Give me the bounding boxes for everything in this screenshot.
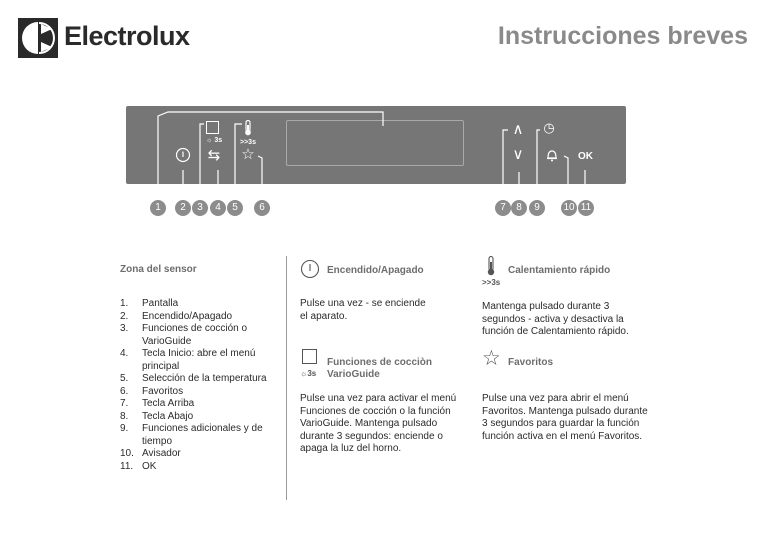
callout-5: 5	[227, 200, 243, 216]
item-text: Tecla Arriba	[142, 398, 195, 409]
callout-9: 9	[529, 200, 545, 216]
favorites-text: Pulse una vez para abrir el menú Favoritos. Mantenga pulsado durante 3 segundos para guardar la función función activa en el menú Favoritos.	[482, 393, 648, 442]
fastheat-badge: >>3s	[482, 278, 501, 287]
item-number: 4.	[120, 348, 129, 359]
square-icon[interactable]	[206, 121, 219, 134]
item-number: 1.	[120, 298, 129, 309]
bell-icon[interactable]	[545, 148, 559, 164]
item-text: Funciones de cocción o VarioGuide	[142, 323, 248, 347]
list-item	[120, 386, 280, 399]
cooking-badge-text: 3s	[307, 369, 317, 378]
item-number: 3.	[120, 323, 129, 334]
k3s-label	[206, 137, 222, 144]
power-section-icon	[300, 259, 320, 284]
item-number: 8.	[120, 410, 129, 422]
ok-button[interactable]: OK	[578, 151, 593, 162]
clock-extra-icon[interactable]: ◷	[543, 120, 555, 135]
star-icon[interactable]: ☆	[241, 146, 255, 163]
panel-display	[286, 120, 464, 166]
list-item	[120, 373, 280, 386]
power-heading: Encendido/Apagado	[327, 265, 424, 276]
item-text: Pantalla	[142, 298, 179, 309]
cooking-heading: Funciones de cocciòn VarioGuide	[327, 357, 433, 380]
list-item	[120, 461, 280, 474]
light-icon: ☼	[300, 369, 308, 378]
cooking-text: Pulse una vez para activar el menú Funciones de cocción o la función VarioGuide. Mantenga pulsado durante 3 segundos: enciende o apaga la luz del horno.	[300, 393, 457, 454]
item-text: Favoritos	[142, 385, 184, 397]
list-item	[120, 311, 280, 324]
chevron-down-icon[interactable]: ∨	[512, 146, 524, 163]
callout-8: 8	[511, 200, 527, 216]
callout-4: 4	[210, 200, 226, 216]
item-text: Tecla Inicio: abre el menú principal	[142, 348, 256, 372]
item-number: 5.	[120, 373, 129, 384]
list-item	[120, 323, 280, 348]
item-number: 7.	[120, 398, 129, 409]
item-text: Avisador	[142, 448, 181, 459]
star-section-icon: ☆	[482, 347, 501, 370]
electrolux-logo	[18, 18, 58, 58]
list-item	[120, 298, 280, 311]
callout-7: 7	[495, 200, 511, 216]
power-icon[interactable]	[174, 147, 192, 166]
callout-11: 11	[578, 200, 594, 216]
item-number: 11.	[120, 460, 134, 472]
item-number: 10.	[120, 448, 134, 459]
sensor-heading: Zona del sensor	[120, 264, 197, 275]
k3s-text: 3s	[214, 137, 223, 144]
back-arrow-icon[interactable]: ⇆	[207, 147, 221, 164]
item-number: 9.	[120, 423, 129, 434]
list-item	[120, 411, 280, 424]
column-divider	[286, 256, 287, 500]
item-text: OK	[142, 460, 157, 472]
light-icon: ☼	[206, 137, 213, 144]
fastheat-heading: Calentamiento rápido	[508, 265, 611, 276]
power-text: Pulse una vez - se enciende el aparato.	[300, 298, 426, 322]
callout-2: 2	[175, 200, 191, 216]
item-number: 6.	[120, 385, 129, 397]
list-item	[120, 448, 280, 461]
favorites-heading: Favoritos	[508, 357, 554, 368]
cooking-badge	[300, 369, 316, 378]
brand-name: Electrolux	[64, 21, 190, 51]
thermometer-icon[interactable]	[242, 120, 254, 139]
callout-3: 3	[192, 200, 208, 216]
square-section-icon	[302, 349, 317, 364]
callout-10: 10	[561, 200, 577, 216]
item-number: 2.	[120, 310, 129, 322]
callout-6: 6	[254, 200, 270, 216]
fast-3s-label: >>3s	[240, 139, 256, 146]
item-text: Funciones adicionales y de tiempo	[142, 423, 263, 447]
callout-1: 1	[150, 200, 166, 216]
fastheat-text: Mantenga pulsado durante 3 segundos - activa y desactiva la función de Calentamiento rápido.	[482, 301, 629, 337]
list-item	[120, 348, 280, 373]
sensor-list	[120, 298, 280, 473]
list-item	[120, 398, 280, 411]
chevron-up-icon[interactable]: ∧	[512, 121, 524, 138]
item-text: Encendido/Apagado	[142, 310, 233, 322]
document-title: Instrucciones breves	[497, 22, 748, 50]
item-text: Tecla Abajo	[142, 410, 194, 422]
item-text: Selección de la temperatura	[142, 373, 267, 384]
list-item	[120, 423, 280, 448]
